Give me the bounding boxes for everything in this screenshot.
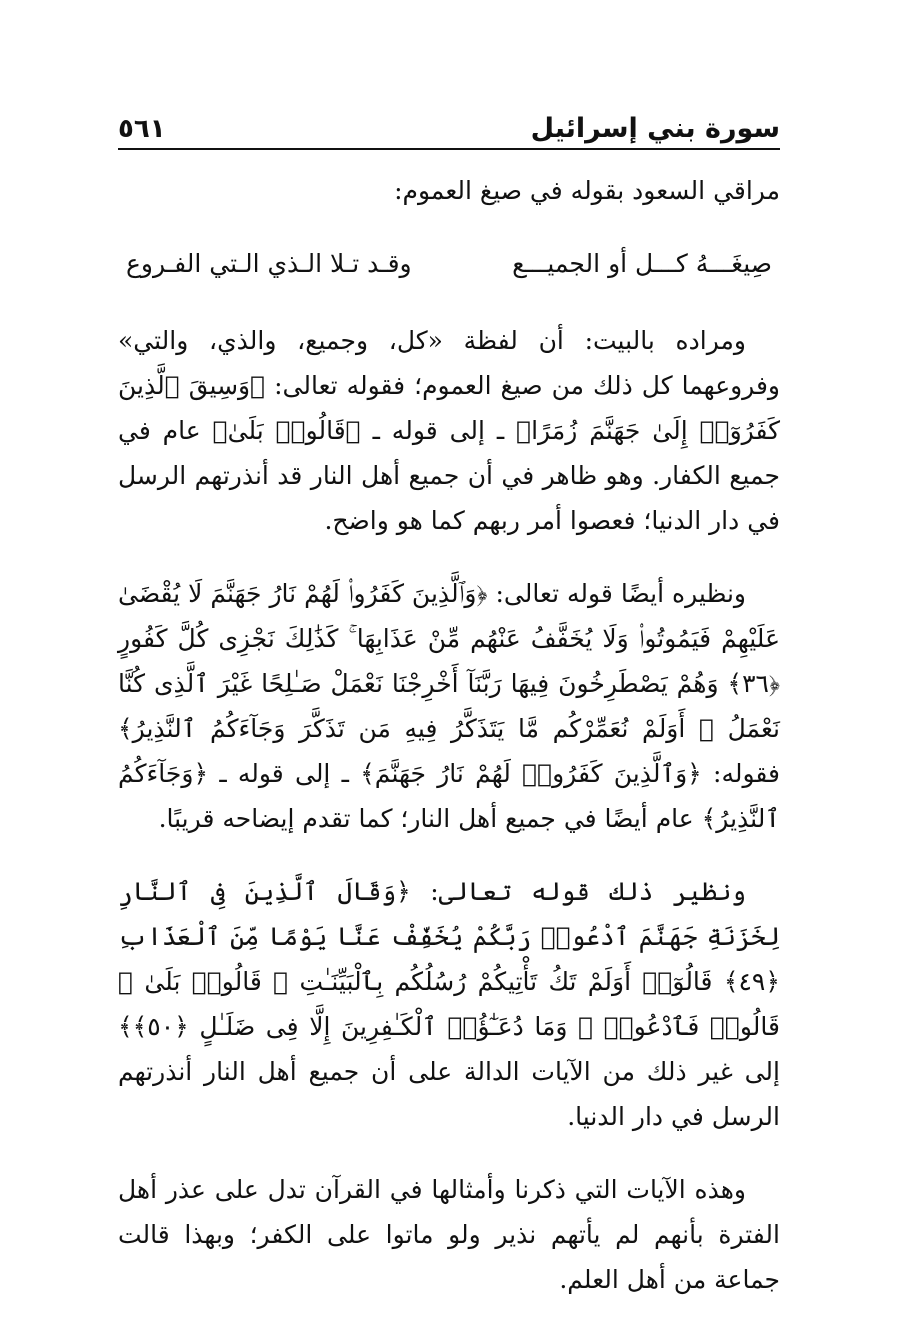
quran-citation-paragraph-2: ونظير ذلك قوله تعالى: ﴿وَقَالَ ٱلَّذِينَ فِى ٱلنَّارِ لِخَزَنَةِ جَهَنَّمَ ٱدْعُوا۟ رَبَّكُمْ يُخَفِّفْ عَنَّا يَوْمًا مِّنَ ٱلْعَذَابِ ﴿٤٩﴾ قَالُوٓا۟ أَوَلَمْ تَكُ تَأْتِيكُمْ رُسُلُكُم بِٱلْبَيِّنَـٰتِ ۖ قَالُوا۟ بَلَىٰ ۚ قَالُوا۟ فَٱدْعُوا۟ ۗ وَمَا دُعَـٰٓؤُا۟ ٱلْكَـٰفِرِينَ إِلَّا فِى ضَلَـٰلٍ ﴿٥٠﴾﴾ إلى غير ذلك من الآيات الدالة على أن جميع أهل النار أنذرتهم الرسل في دار الدنيا. [118,877,780,1131]
intro-paragraph: مراقي السعود بقوله في صيغ العموم: [394,176,780,205]
explanation-paragraph: ومراده بالبيت: أن لفظة «كل، وجميع، والذي، والتي» وفروعهما كل ذلك من صيغ العموم؛ فقوله تعالى: ﴿وَسِيقَ ٱلَّذِينَ كَفَرُوٓا۟ إِلَىٰ جَهَنَّمَ زُمَرًا﴾ ـ إلى قوله ـ ﴿قَالُوا۟ بَلَىٰ﴾ عام في جميع الكفار. وهو ظاهر في أن جميع أهل النار قد أنذرتهم الرسل في دار الدنيا؛ فعصوا أمر ربهم كما هو واضح. [118,326,780,535]
verse-first-hemistich: صِيغَـــهُ كـــل أو الجميـــع [512,249,772,278]
page-number: ٥٦١ [118,114,166,144]
quran-citation-paragraph-1: ونظيره أيضًا قوله تعالى: ﴿وَٱلَّذِينَ كَفَرُوا۟ لَهُمْ نَارُ جَهَنَّمَ لَا يُقْضَىٰ عَلَيْهِمْ فَيَمُوتُوا۟ وَلَا يُخَفَّفُ عَنْهُم مِّنْ عَذَابِهَا ۚ كَذَٰلِكَ نَجْزِى كُلَّ كَفُورٍ ﴿٣٦﴾ وَهُمْ يَصْطَرِخُونَ فِيهَا رَبَّنَآ أَخْرِجْنَا نَعْمَلْ صَـٰلِحًا غَيْرَ ٱلَّذِى كُنَّا نَعْمَلُ ۚ أَوَلَمْ نُعَمِّرْكُم مَّا يَتَذَكَّرُ فِيهِ مَن تَذَكَّرَ وَجَآءَكُمُ ٱلنَّذِيرُ﴾ فقوله: ﴿وَٱلَّذِينَ كَفَرُوا۟ لَهُمْ نَارُ جَهَنَّمَ﴾ ـ إلى قوله ـ ﴿وَجَآءَكُمُ ٱلنَّذِيرُ﴾ عام أيضًا في جميع أهل النار؛ كما تقدم إيضاحه قريبًا. [118,579,780,833]
chapter-title: سورة بني إسرائيل [530,113,780,144]
conclusion-paragraph: وهذه الآيات التي ذكرنا وأمثالها في القرآن تدل على عذر أهل الفترة بأنهم لم يأتهم نذير ولو ماتوا على الكفر؛ وبهذا قالت جماعة من أهل العلم. [118,1175,780,1294]
page-body [118,168,780,1330]
poetry-verse [126,241,772,286]
page-header [118,102,780,150]
verse-second-hemistich: وقـد تـلا الـذي الـتي الفـروع [126,249,412,278]
